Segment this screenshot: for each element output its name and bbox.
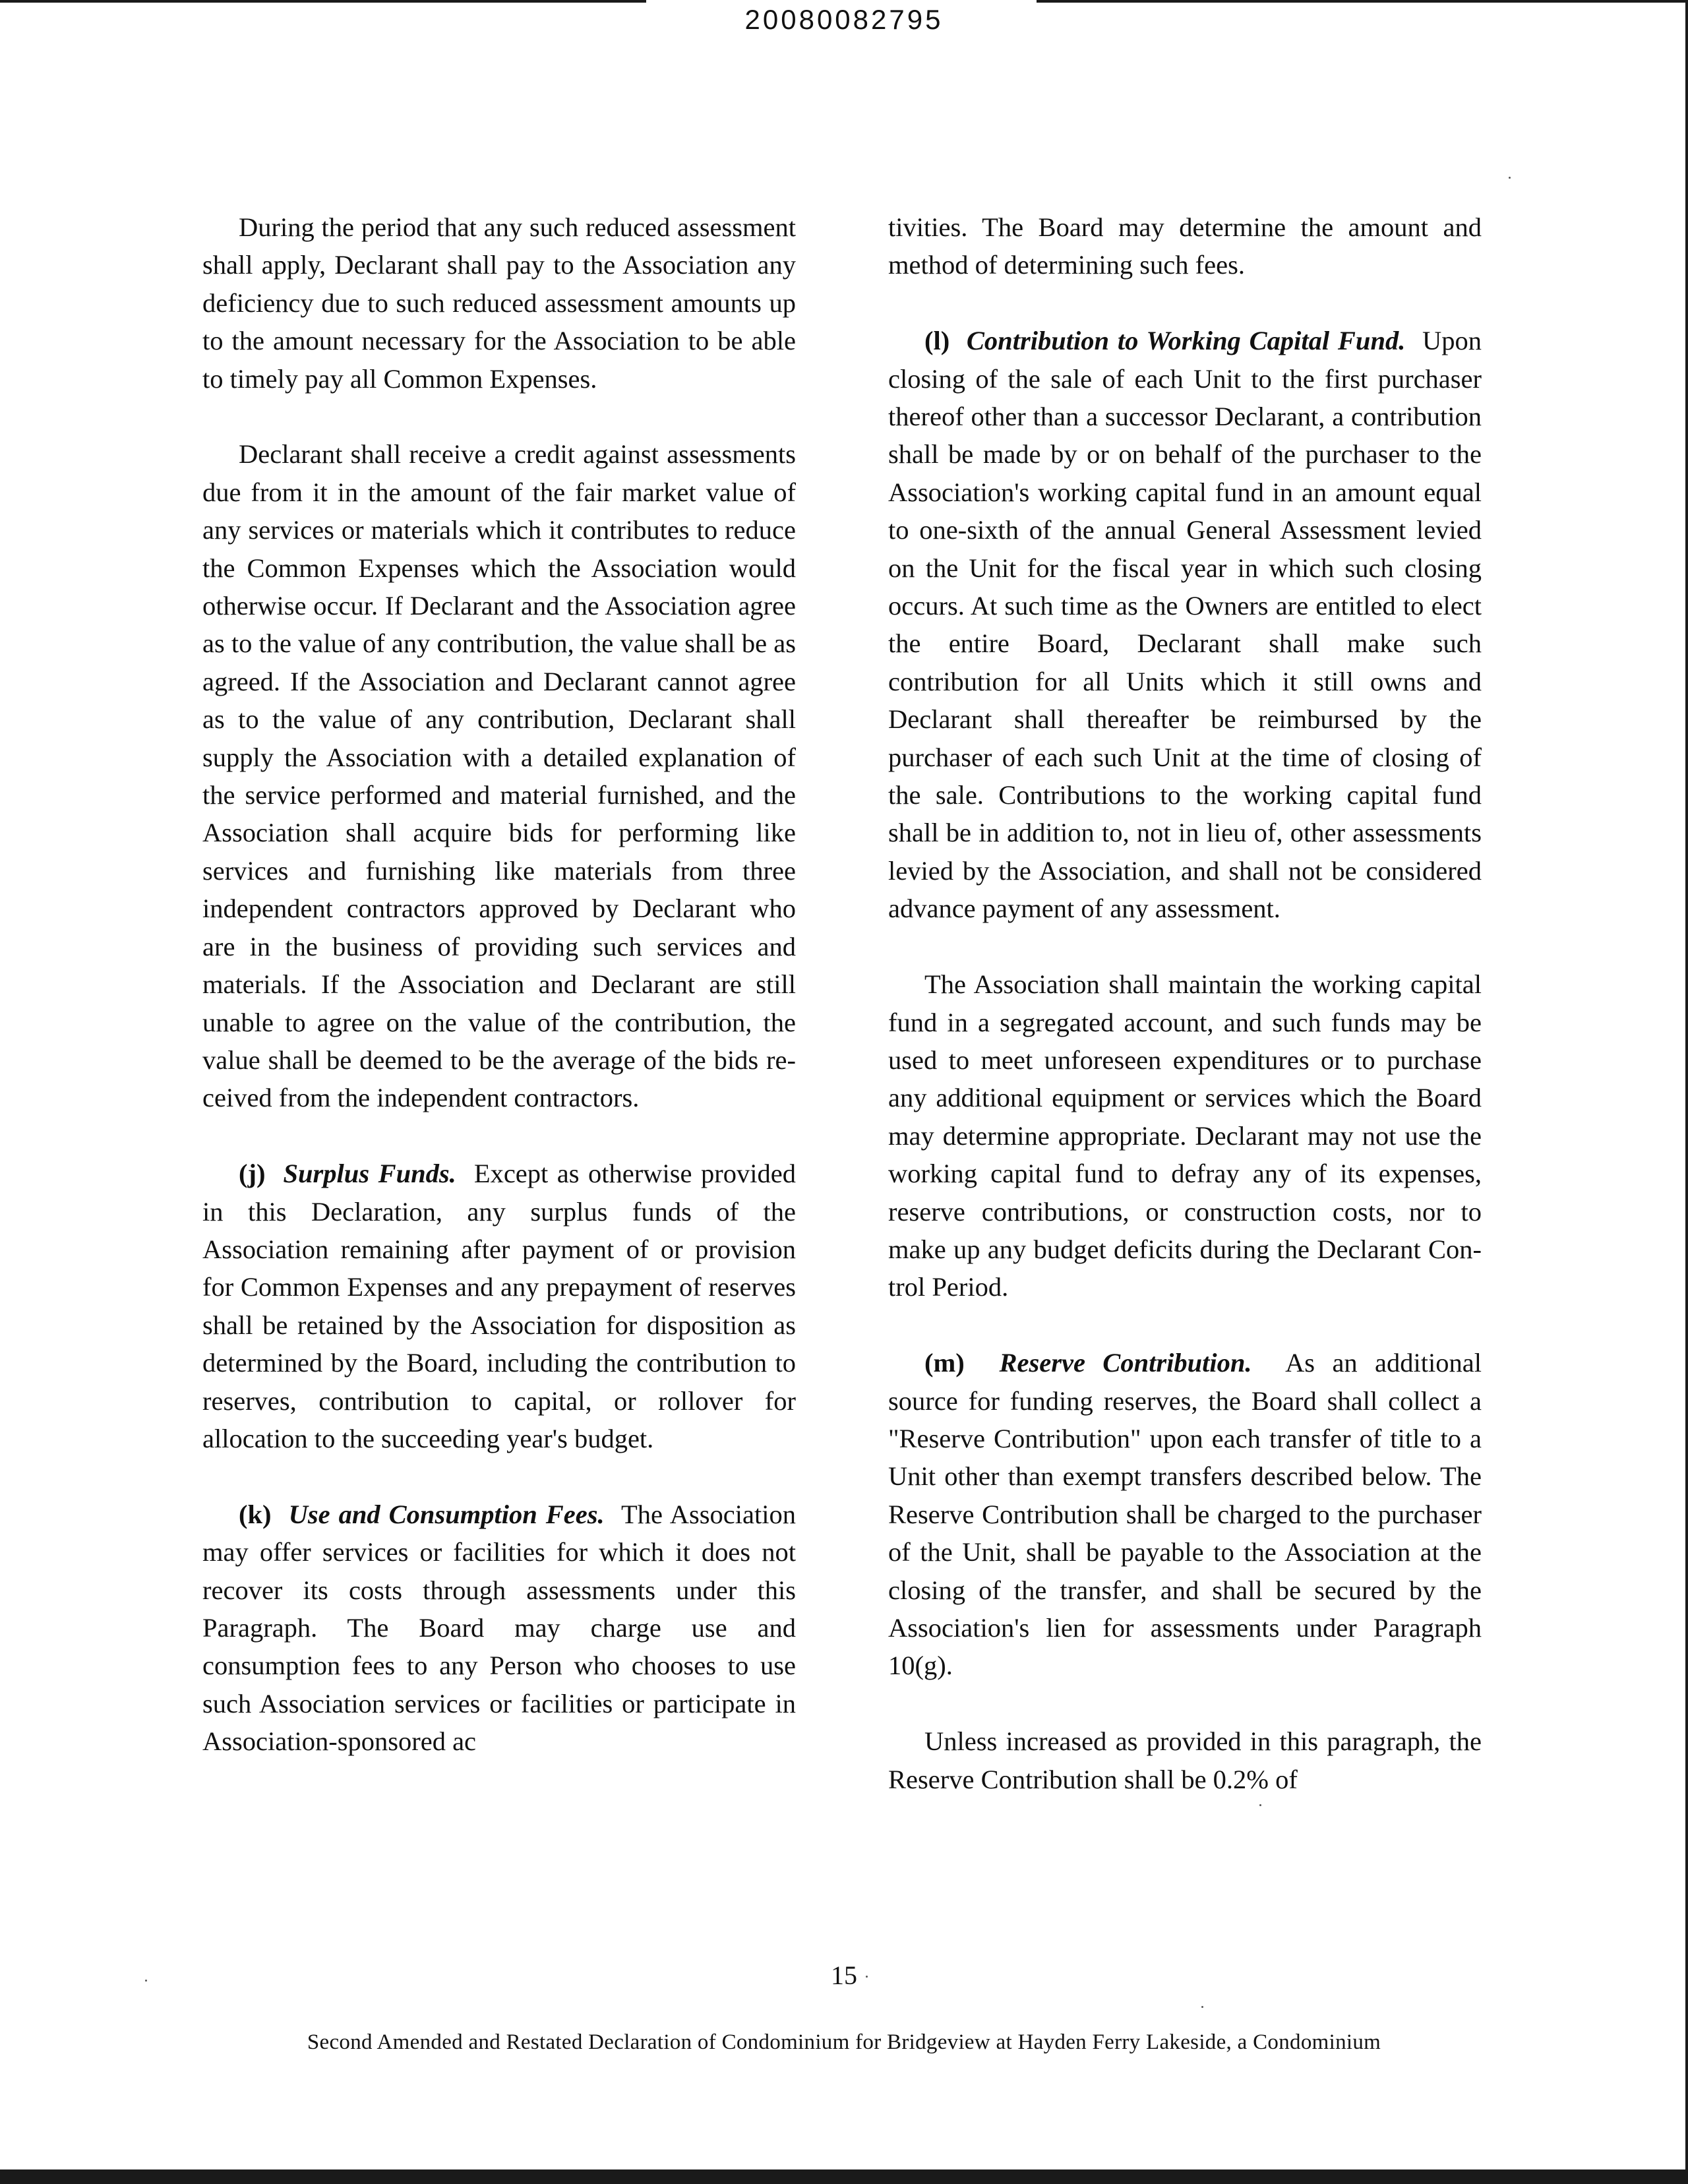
section-heading: Use and Consumption Fees. <box>288 1499 605 1529</box>
scan-speck <box>1201 2006 1203 2008</box>
paragraph-working-capital-fund: The Association shall maintain the working capital fund in a segregated account, and such funds may be used to meet unforeseen expenditures or to purchase any additional equipment or services which the Board may determine appropriate. Declarant may not use the working capital fund to defray any of its expenses, reserve contributions, or construction costs, nor to make up any budget deficits during the Declarant Control Period. <box>888 969 1482 1302</box>
scan-speck <box>866 1976 868 1978</box>
scan-speck <box>1509 177 1511 179</box>
paragraph-declarant-credit: Declarant shall receive a credit against assessments due from it in the amount of the fair market value of any services or materials which it contributes to reduce the Common Expenses which the Association would otherwise occur. If Declarant and the Association agree as to the value of any contribution, the value shall be as agreed. If the Association and Declarant cannot agree as to the value of any contribution, Declarant shall supply the Association with a detailed explanation of the service performed and material furnished, and the Association shall acquire bids for performing like services and furnishing like materials from three independent contractors approved by Declarant who are in the business of providing such services and materials. If the Association and Declarant are still unable to agree on the value of the contribution, the value shall be deemed to be the average of the bids received from the independent contractors. <box>202 439 796 1113</box>
left-column <box>202 208 796 1761</box>
right-column <box>888 208 1482 1798</box>
section-k-use-consumption-fees <box>202 1496 796 1761</box>
section-marker: (j) <box>239 1159 266 1189</box>
section-text: Upon closing of the sale of each Unit to the first purchaser thereof other than a successor Declarant, a contribution shall be made by or on behalf of the purchaser to the Association's working capital fund in an amount equal to one-sixth of the annual General Assessment levied on the Unit for the fiscal year in which such closing occurs. At such time as the Owners are entitled to elect the entire Board, Declarant shall make such contribution for all Units which it still owns and Declarant shall thereafter be reimbursed by the purchaser of each such Unit at the time of closing of the sale. Contributions to the working capital fund shall be in addition to, not in lieu of, other assessments levied by the Association, and shall not be considered advance payment of any assessment. <box>888 326 1482 924</box>
section-text: Except as otherwise provided in this Declaration, any surplus funds of the Association remaining after payment of or provision for Common Expenses and any prepayment of reserves shall be retained by the Association for disposition as determined by the Board, including the contribution to reserves, contribution to capital, or rollover for allocation to the succeeding year's budget. <box>202 1159 796 1453</box>
paragraph-reserve-amount: Unless increased as provided in this paragraph, the Reserve Contribution shall be 0.2% of <box>888 1726 1482 1794</box>
document-number: 20080082795 <box>744 4 944 35</box>
scan-speck <box>1259 1804 1261 1806</box>
section-l-working-capital <box>888 322 1482 928</box>
scan-speck <box>145 1980 147 1982</box>
section-heading: Contribution to Working Capital Fund. <box>966 326 1406 356</box>
right-border <box>1685 0 1688 2184</box>
section-j-surplus-funds <box>202 1155 796 1457</box>
section-heading: Surplus Funds. <box>283 1159 456 1189</box>
page-number: 15 <box>831 1960 857 1990</box>
section-marker: (m) <box>924 1348 965 1378</box>
section-m-reserve-contribution <box>888 1344 1482 1685</box>
section-marker: (k) <box>239 1499 272 1529</box>
footer-title: Second Amended and Restated Declaration of Condominium for Bridgeview at Hayden Ferry Lakeside, a Condominium <box>307 2030 1381 2054</box>
section-marker: (l) <box>924 326 950 356</box>
paragraph-reduced-assessment: During the period that any such reduced assessment shall apply, Declarant shall pay to the Association any deficiency due to such reduced assessment amounts up to the amount necessary for the Association to be able to timely pay all Common Expenses. <box>202 212 796 394</box>
section-text: The Association may offer services or facilities for which it does not recover its costs through assessments under this Paragraph. The Board may charge use and consumption fees to any Person who chooses to use such Association services or facilities or participate in Association-sponsored ac <box>202 1499 796 1757</box>
section-text: As an additional source for funding reserves, the Board shall collect a "Reserve Contribution" upon each transfer of title to a Unit other than exempt transfers described below. The Reserve Contribution shall be charged to the purchaser of the Unit, shall be payable to the Association at the closing of the transfer, and shall be secured by the Association's lien for assessments under Paragraph 10(g). <box>888 1348 1482 1681</box>
section-heading: Reserve Contribution. <box>999 1348 1252 1378</box>
paragraph-k-continued: tivities. The Board may determine the amount and method of determining such fees. <box>888 212 1482 280</box>
bottom-border <box>0 2169 1688 2184</box>
